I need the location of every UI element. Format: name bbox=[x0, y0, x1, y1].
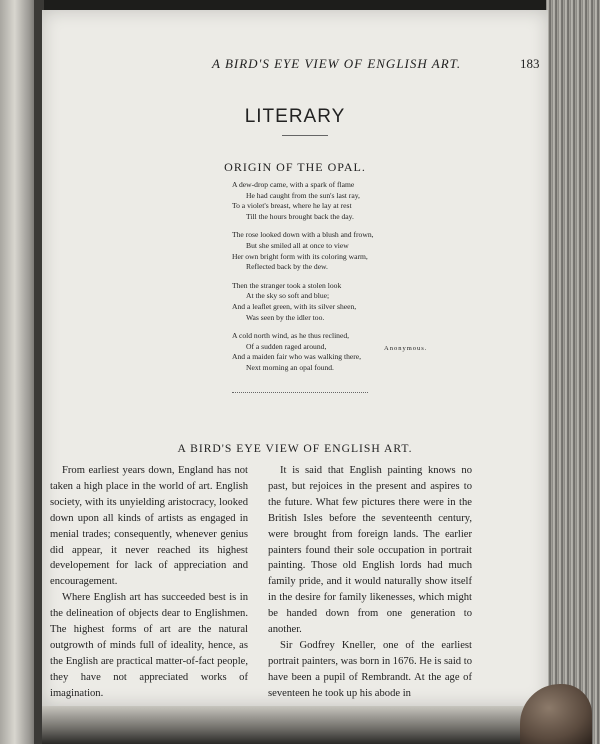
poem-line: Then the stranger took a stolen look bbox=[232, 280, 342, 290]
book-bottom-edge bbox=[42, 706, 562, 744]
article-column-right bbox=[268, 463, 472, 702]
poem-line: A dew-drop came, with a spark of flame bbox=[232, 180, 355, 189]
poem-line: Was seen by the idler too. bbox=[246, 312, 325, 322]
poem-line: And a maiden fair who was walking there, bbox=[232, 352, 362, 362]
poem bbox=[232, 180, 374, 382]
poem-stanza bbox=[232, 331, 374, 373]
article-paragraph: It is said that English painting knows no past, but rejoices in the present and aspires to the future. What few pictures there were in the British Isles before the seventeenth century, were brought from foreign lands. The earlier painters found their sole occupation in portrait painting. Those old English lords had much family pride, and it would naturally show itself in the desire for family likenesses, which might be handed down from one generation to another. bbox=[268, 465, 472, 636]
poem-stanza bbox=[232, 281, 374, 323]
poem-title: ORIGIN OF THE OPAL. bbox=[224, 160, 366, 174]
poem-stanza bbox=[232, 230, 374, 272]
article-paragraph: Sir Godfrey Kneller, one of the earliest portrait painters, was born in 1676. He is said to have been a pupil of Rembrandt. At the age of seventeen he took up his abode in bbox=[268, 639, 472, 699]
poem-stanza bbox=[232, 180, 374, 222]
page-stack-edges bbox=[546, 0, 600, 744]
article-column-left bbox=[50, 463, 248, 702]
poem-line: He had caught from the sun's last ray, bbox=[246, 190, 360, 200]
poem-line: Reflected back by the dew. bbox=[246, 262, 328, 272]
poem-line: But she smiled all at once to view bbox=[246, 240, 349, 250]
poem-line: Next morning an opal found. bbox=[246, 362, 334, 372]
running-title: A BIRD'S EYE VIEW OF ENGLISH ART. bbox=[212, 56, 462, 71]
poem-line: Her own bright form with its coloring warm, bbox=[232, 251, 368, 261]
poem-line: To a violet's breast, where he lay at rest bbox=[232, 201, 352, 211]
poem-line: The rose looked down with a blush and frown, bbox=[232, 230, 374, 240]
page-number: 183 bbox=[520, 56, 540, 71]
poem-line: Of a sudden raged around, bbox=[246, 341, 327, 351]
article-paragraph: Where English art has succeeded best is in the delineation of objects dear to Englishmen. The highest forms of art are the natural outgrowth of minds full of ideality, hence, as the English are practical matter-of-fact people, they have not appreciated works of imagination. bbox=[50, 592, 248, 699]
article-paragraph: From earliest years down, England has not taken a high place in the world of art. English society, with its unyielding aristocracy, looked down upon all kinds of artists as engaged in menial trades; consequently, whenever genius did appear, it never reached its highest developement for lack of appreciation and encouragement. bbox=[50, 465, 248, 588]
poem-line: Till the hours brought back the day. bbox=[246, 211, 354, 221]
poem-line: And a leaflet green, with its silver sheen, bbox=[232, 301, 357, 311]
poem-line: A cold north wind, as he thus reclined, bbox=[232, 331, 350, 341]
section-heading: LITERARY bbox=[244, 106, 346, 127]
poem-line: At the sky so soft and blue; bbox=[246, 291, 330, 301]
article-title: A BIRD'S EYE VIEW OF ENGLISH ART. bbox=[177, 442, 413, 455]
poem-attribution: Anonymous. bbox=[384, 345, 428, 352]
heading-rule bbox=[282, 135, 328, 136]
section-divider bbox=[232, 392, 368, 393]
